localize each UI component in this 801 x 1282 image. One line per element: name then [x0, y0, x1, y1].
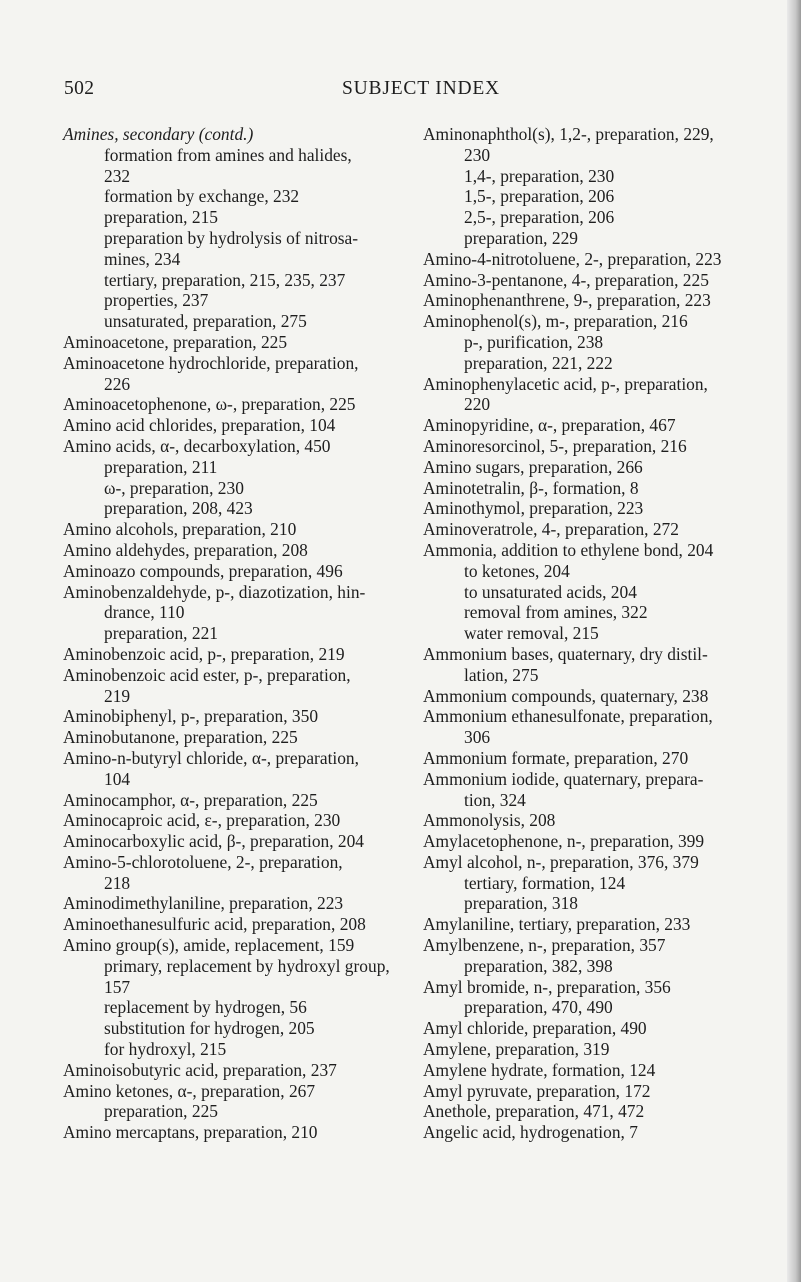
index-entry: Aminoacetone hydrochloride, preparation,: [63, 352, 359, 373]
page-edge-shadow: [787, 0, 801, 1282]
index-subentry: 1,5-, preparation, 206: [464, 186, 615, 207]
index-entry: Amyl pyruvate, preparation, 172: [423, 1080, 651, 1101]
index-entry: Amino ketones, α-, preparation, 267: [63, 1080, 316, 1101]
index-entry: Aminopyridine, α-, preparation, 467: [423, 415, 676, 436]
index-entry: Aminobiphenyl, p-, preparation, 350: [63, 706, 319, 727]
index-entry: Ammonium bases, quaternary, dry distil-: [423, 643, 708, 664]
index-entry: Aminoethanesulfuric acid, preparation, 208: [63, 914, 366, 935]
index-entry: Ammonium formate, preparation, 270: [423, 747, 689, 768]
index-subentry: 219: [104, 685, 131, 706]
index-entry: Amyl chloride, preparation, 490: [423, 1018, 647, 1039]
page-number: 502: [64, 78, 95, 99]
index-entry: Amino acid chlorides, preparation, 104: [63, 415, 336, 436]
index-entry: Amylacetophenone, n-, preparation, 399: [423, 831, 705, 852]
index-entry: Amino group(s), amide, replacement, 159: [63, 935, 355, 956]
index-entry: Ammonium ethanesulfonate, preparation,: [423, 706, 713, 727]
index-entry: Aminoacetone, preparation, 225: [63, 331, 288, 352]
index-subentry: preparation, 215: [104, 207, 218, 228]
index-subentry: p-, purification, 238: [464, 331, 604, 352]
index-subentry: replacement by hydrogen, 56: [104, 997, 307, 1018]
index-subentry: preparation, 211: [104, 456, 218, 477]
index-entry: Amines, secondary (contd.): [63, 124, 254, 144]
index-entry: Aminophenol(s), m-, preparation, 216: [423, 311, 688, 332]
index-subentry: preparation by hydrolysis of nitrosa-: [104, 227, 359, 248]
index-entry: Aminonaphthol(s), 1,2-, preparation, 229,: [423, 124, 714, 144]
index-subentry: formation from amines and halides,: [104, 144, 352, 165]
index-entry: Aminoisobutyric acid, preparation, 237: [63, 1059, 337, 1080]
index-subentry: 226: [104, 373, 131, 394]
index-entry: Aminophenylacetic acid, p-, preparation,: [423, 373, 708, 394]
index-entry: Ammonolysis, 208: [423, 810, 556, 831]
index-entry: Aminocarboxylic acid, β-, preparation, 204: [63, 831, 365, 852]
index-subentry: tion, 324: [464, 789, 526, 810]
index-subentry: 232: [104, 165, 131, 186]
index-entry: Amino acids, α-, decarboxylation, 450: [63, 435, 331, 456]
index-subentry: 230: [464, 144, 491, 165]
index-subentry: removal from amines, 322: [464, 602, 648, 623]
index-entry: Amino alcohols, preparation, 210: [63, 519, 297, 540]
index-subentry: preparation, 208, 423: [104, 498, 253, 519]
index-subentry: 1,4-, preparation, 230: [464, 165, 615, 186]
index-entry: Amyl alcohol, n-, preparation, 376, 379: [423, 851, 699, 872]
index-entry: Amino sugars, preparation, 266: [423, 456, 643, 477]
index-subentry: tertiary, formation, 124: [464, 872, 626, 893]
index-subentry: primary, replacement by hydroxyl group,: [104, 955, 390, 976]
index-subentry: preparation, 221: [104, 623, 218, 644]
index-entry: Aminotetralin, β-, formation, 8: [423, 477, 639, 498]
index-subentry: lation, 275: [464, 664, 539, 685]
index-subentry: to ketones, 204: [464, 560, 570, 581]
index-column-left: [63, 124, 403, 1143]
index-entry: Aminophenanthrene, 9-, preparation, 223: [423, 290, 711, 311]
index-subentry: 306: [464, 727, 491, 748]
index-entry: Ammonium iodide, quaternary, prepara-: [423, 768, 704, 789]
index-entry: Anethole, preparation, 471, 472: [423, 1101, 645, 1122]
running-title: SUBJECT INDEX: [342, 78, 500, 99]
index-subentry: to unsaturated acids, 204: [464, 581, 637, 602]
index-entry: Amylene, preparation, 319: [423, 1039, 610, 1060]
index-subentry: ω-, preparation, 230: [104, 477, 244, 498]
index-entry: Amino mercaptans, preparation, 210: [63, 1122, 318, 1143]
index-subentry: preparation, 225: [104, 1101, 218, 1122]
index-entry: Amylaniline, tertiary, preparation, 233: [423, 914, 691, 935]
index-entry: Amino aldehydes, preparation, 208: [63, 539, 308, 560]
index-entry: Angelic acid, hydrogenation, 7: [423, 1122, 638, 1143]
index-entry: Aminoresorcinol, 5-, preparation, 216: [423, 435, 687, 456]
index-subentry: preparation, 318: [464, 893, 578, 914]
index-entry: Amino-5-chlorotoluene, 2-, preparation,: [63, 851, 343, 872]
index-entry: Amylene hydrate, formation, 124: [423, 1059, 656, 1080]
index-subentry: for hydroxyl, 215: [104, 1039, 227, 1060]
index-entry: Amyl bromide, n-, preparation, 356: [423, 976, 671, 997]
index-entry: Aminobenzoic acid ester, p-, preparation,: [63, 664, 351, 685]
index-entry: Aminoacetophenone, ω-, preparation, 225: [63, 394, 356, 415]
index-subentry: drance, 110: [104, 602, 185, 623]
index-subentry: preparation, 382, 398: [464, 955, 613, 976]
index-subentry: properties, 237: [104, 290, 209, 311]
index-subentry: 218: [104, 872, 131, 893]
index-entry: Aminobenzaldehyde, p-, diazotization, hin-: [63, 581, 366, 602]
index-subentry: preparation, 229: [464, 227, 578, 248]
index-subentry: 157: [104, 976, 131, 997]
index-entry: Aminothymol, preparation, 223: [423, 498, 644, 519]
index-entry: Amino-n-butyryl chloride, α-, preparation,: [63, 747, 359, 768]
index-subentry: preparation, 470, 490: [464, 997, 613, 1018]
index-entry: Aminocaproic acid, ε-, preparation, 230: [63, 810, 341, 831]
index-entry: Aminoveratrole, 4-, preparation, 272: [423, 519, 679, 540]
index-column-right: [423, 124, 783, 1143]
index-entry: Amylbenzene, n-, preparation, 357: [423, 935, 666, 956]
index-subentry: 2,5-, preparation, 206: [464, 207, 615, 228]
index-entry: Aminodimethylaniline, preparation, 223: [63, 893, 344, 914]
index-subentry: substitution for hydrogen, 205: [104, 1018, 315, 1039]
index-subentry: 104: [104, 768, 131, 789]
index-subentry: 220: [464, 394, 491, 415]
page-header: [64, 78, 754, 104]
index-entry: Ammonia, addition to ethylene bond, 204: [423, 539, 714, 560]
index-entry: Aminocamphor, α-, preparation, 225: [63, 789, 318, 810]
index-subentry: unsaturated, preparation, 275: [104, 311, 307, 332]
index-entry: Aminobutanone, preparation, 225: [63, 727, 298, 748]
index-subentry: tertiary, preparation, 215, 235, 237: [104, 269, 346, 290]
index-subentry: formation by exchange, 232: [104, 186, 300, 207]
index-subentry: water removal, 215: [464, 623, 599, 644]
index-subentry: preparation, 221, 222: [464, 352, 613, 373]
index-entry: Ammonium compounds, quaternary, 238: [423, 685, 709, 706]
index-subentry: mines, 234: [104, 248, 181, 269]
index-entry: Aminobenzoic acid, p-, preparation, 219: [63, 643, 345, 664]
index-entry: Aminoazo compounds, preparation, 496: [63, 560, 343, 581]
index-entry: Amino-4-nitrotoluene, 2-, preparation, 223: [423, 248, 722, 269]
index-entry: Amino-3-pentanone, 4-, preparation, 225: [423, 269, 709, 290]
